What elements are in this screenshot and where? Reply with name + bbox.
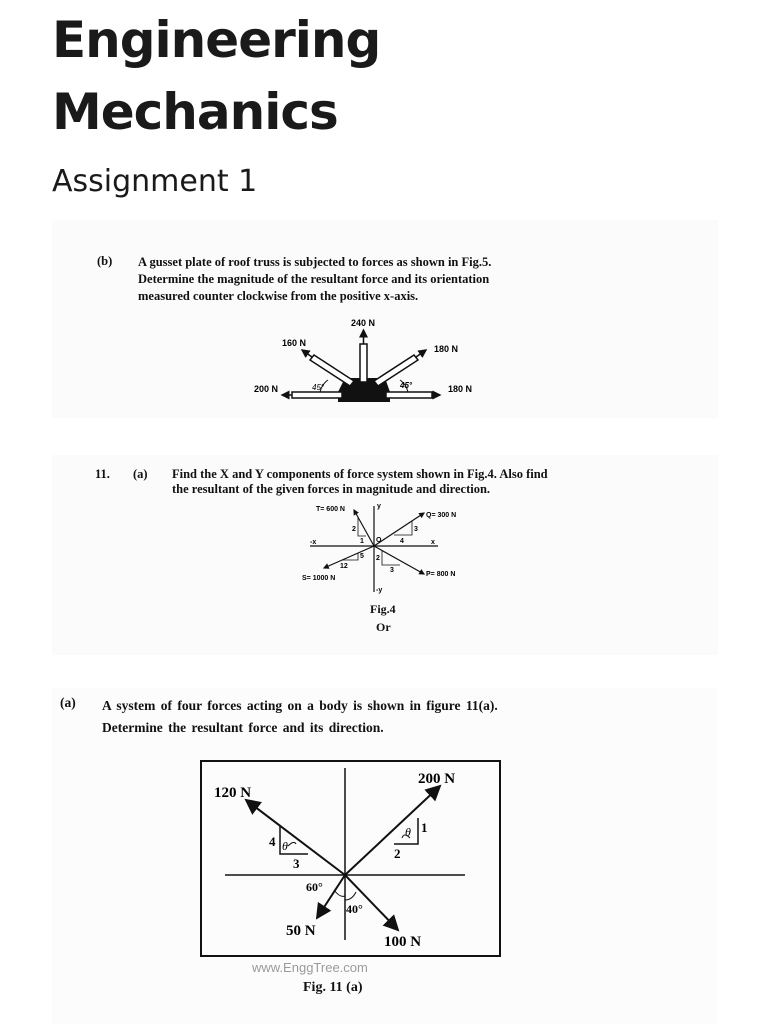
label-t-ratio-b: 1 — [360, 538, 364, 545]
label-origin: O — [376, 537, 382, 544]
label-180n-upper: 180 N — [434, 344, 459, 354]
question-11-text — [172, 467, 692, 482]
label-p: P= 800 N — [426, 571, 456, 578]
title-line-2: Mechanics — [52, 83, 338, 141]
member-right — [386, 392, 432, 398]
label-axis-neg-x: -x — [310, 539, 317, 546]
arrow-160n — [302, 350, 312, 357]
question-a-line-2: Determine the resultant force and its direction. — [102, 720, 384, 735]
question-a-label: (a) — [60, 695, 76, 710]
label-p-ratio-b: 3 — [390, 567, 394, 574]
arrow-180n-upper — [416, 350, 426, 357]
member-left — [292, 392, 342, 398]
fig11a-caption: Fig. 11 (a) — [303, 980, 363, 995]
question-11-label: (a) — [133, 467, 148, 481]
gusset-plate-figure — [240, 312, 490, 412]
label-axis-x: x — [431, 539, 435, 546]
label-t: T= 600 N — [316, 506, 345, 513]
question-11-number: 11. — [95, 467, 110, 481]
watermark: www.EnggTree.com — [252, 960, 368, 975]
question-b-label: (b) — [97, 254, 113, 268]
question-11-line-1: Find the X and Y components of force system shown in Fig.4. Also find — [172, 467, 548, 481]
label-q-ratio-a: 3 — [414, 526, 418, 533]
label-200n: 200 N — [254, 384, 279, 394]
title-line-1: Engineering — [52, 11, 381, 69]
label-200n: 200 N — [418, 771, 456, 787]
question-b-line-3: measured counter clockwise from the positive x-axis. — [138, 289, 419, 303]
label-left-ratio-a: 4 — [269, 834, 276, 849]
four-forces-figure — [190, 750, 510, 1010]
theta-arc-left — [288, 842, 296, 846]
question-b-text — [138, 254, 688, 305]
label-q-ratio-b: 4 — [400, 538, 404, 545]
question-11-line-2: the resultant of the given forces in magnitude and direction. — [172, 482, 491, 496]
label-s-ratio-b: 12 — [340, 563, 348, 570]
or-text: Or — [376, 620, 391, 634]
question-a-line-1: A system of four forces acting on a body is shown in figure 11(a). — [102, 698, 498, 713]
label-angle-40: 40° — [346, 902, 363, 916]
label-t-ratio-a: 2 — [352, 526, 356, 533]
label-angle-60: 60° — [306, 880, 323, 894]
question-a-text — [102, 695, 682, 739]
label-100n: 100 N — [384, 934, 422, 950]
label-180n-right: 180 N — [448, 384, 473, 394]
force-s-line — [324, 546, 374, 568]
fig4-caption: Fig.4 — [370, 602, 396, 616]
label-s-ratio-a: 5 — [360, 553, 364, 560]
question-11-text-2 — [172, 482, 692, 497]
label-right-ratio-b: 2 — [394, 846, 401, 861]
label-theta-right: θ — [405, 825, 411, 839]
member-vertical — [360, 344, 367, 382]
label-theta-left: θ — [282, 839, 288, 853]
label-right-ratio-a: 1 — [421, 820, 428, 835]
label-angle-left: 45° — [312, 383, 325, 392]
label-axis-neg-y: -y — [376, 587, 383, 594]
force-t-line — [354, 510, 374, 546]
label-120n: 120 N — [214, 785, 252, 801]
label-left-ratio-b: 3 — [293, 856, 300, 871]
member-upper-left — [310, 355, 354, 386]
force-system-fig4 — [296, 498, 486, 638]
label-160n: 160 N — [282, 338, 307, 348]
label-240n: 240 N — [351, 318, 376, 328]
question-b-line-2: Determine the magnitude of the resultant force and its orientation — [138, 272, 490, 286]
label-p-ratio-a: 2 — [376, 555, 380, 562]
question-b-line-1: A gusset plate of roof truss is subjected to forces as shown in Fig.5. — [138, 255, 492, 269]
label-axis-y: y — [377, 503, 381, 510]
angle-arc-40 — [345, 892, 356, 900]
force-p-line — [374, 546, 424, 574]
label-q: Q= 300 N — [426, 512, 457, 519]
label-angle-right: 45° — [400, 381, 413, 390]
label-s: S= 1000 N — [302, 575, 336, 582]
slope-triangle-t — [358, 518, 366, 536]
label-50n: 50 N — [286, 923, 316, 939]
subtitle: Assignment 1 — [52, 164, 258, 199]
